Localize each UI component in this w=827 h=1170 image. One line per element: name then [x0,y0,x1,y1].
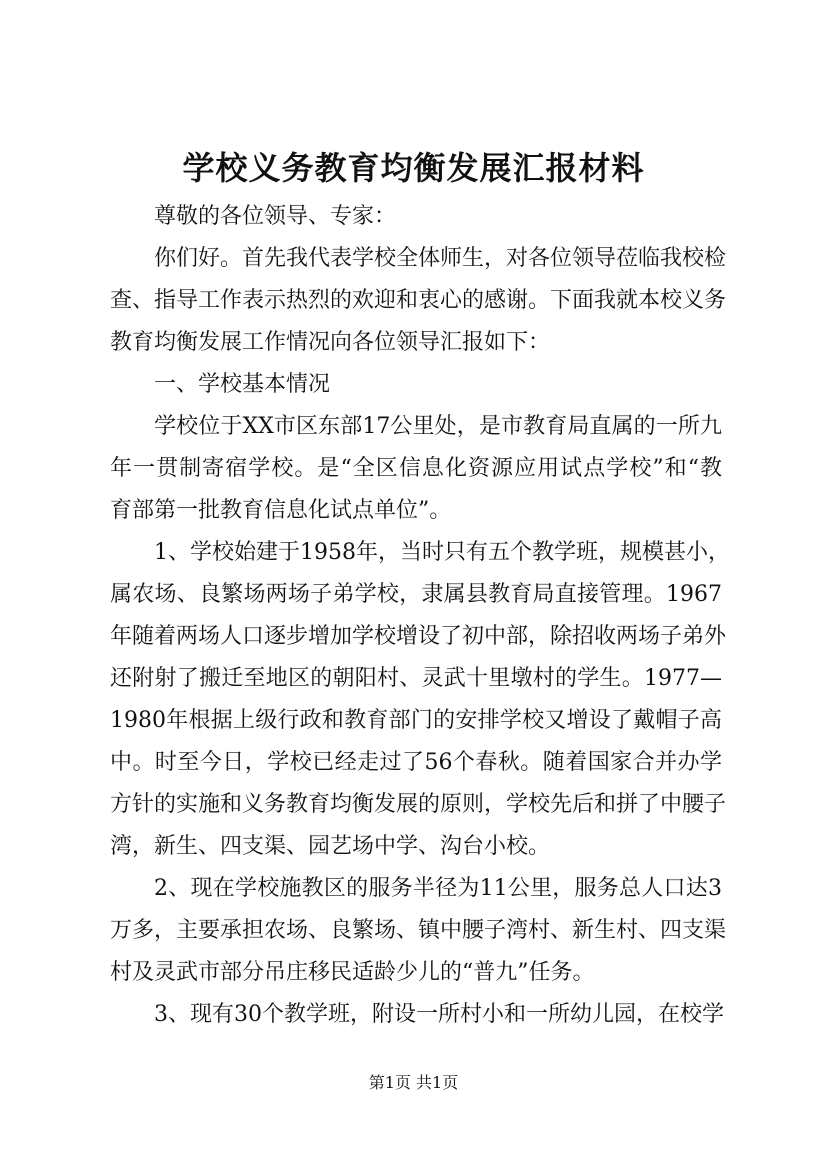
text-line: 尊敬的各位领导、专家： [154,204,397,229]
text-line: 中。时至今日，学校已经走过了56个春秋。随着国家合并办学 [110,750,722,775]
text-line: 年一贯制寄宿学校。是“全区信息化资源应用试点学校”和“教 [110,456,722,481]
text-line: 教育均衡发展工作情况向各位领导汇报如下： [110,330,551,355]
document-title: 学校义务教育均衡发展汇报材料 [182,149,645,187]
text-line: 一、学校基本情况 [154,372,331,397]
document-body [110,196,730,1036]
text-line: 学校位于XX市区东部17公里处，是市教育局直属的一所九 [154,414,722,439]
page-footer: 第1页 共1页 [368,1073,459,1092]
text-line: 2、现在学校施教区的服务半径为11公里，服务总人口达3 [154,876,722,901]
text-line: 村及灵武市部分吊庄移民适龄少儿的“普九”任务。 [110,960,595,985]
text-line: 查、指导工作表示热烈的欢迎和衷心的感谢。下面我就本校义务 [110,288,727,313]
text-line: 万多，主要承担农场、良繁场、镇中腰子湾村、新生村、四支渠 [110,918,727,943]
text-line: 湾，新生、四支渠、园艺场中学、沟台小校。 [110,834,551,859]
text-line: 1980年根据上级行政和教育部门的安排学校又增设了戴帽子高 [110,708,722,733]
text-line: 3、现有30个教学班，附设一所村小和一所幼儿园，在校学 [154,1002,724,1027]
text-line: 属农场、良繁场两场子弟学校，隶属县教育局直接管理。1967 [110,582,722,607]
text-line: 方针的实施和义务教育均衡发展的原则，学校先后和拼了中腰子 [110,792,727,817]
text-line: 还附射了搬迁至地区的朝阳村、灵武十里墩村的学生。1977— [110,666,722,691]
text-line: 你们好。首先我代表学校全体师生，对各位领导莅临我校检 [154,246,727,271]
text-line: 年随着两场人口逐步增加学校增设了初中部，除招收两场子弟外 [110,624,727,649]
text-line: 育部第一批教育信息化试点单位”。 [110,498,452,523]
text-line: 1、学校始建于1958年，当时只有五个教学班，规模甚小， [154,540,730,565]
